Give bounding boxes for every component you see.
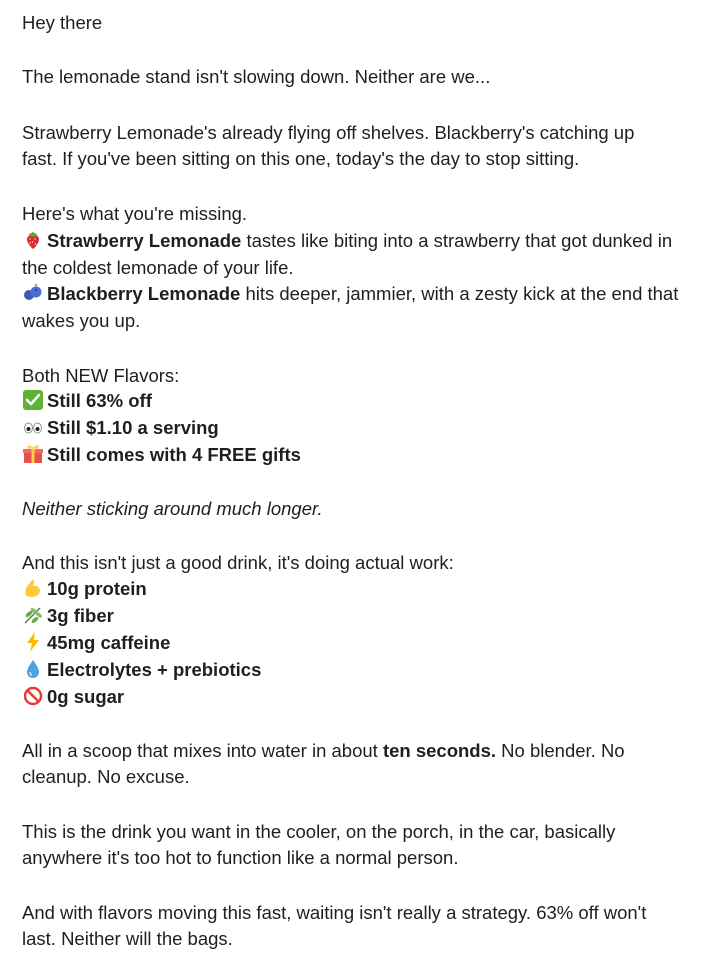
flavor-item-text: Still $1.10 a serving — [47, 417, 219, 438]
flavor-item-text: Still comes with 4 FREE gifts — [47, 444, 301, 465]
eyes-icon — [22, 417, 44, 437]
benefit-item-text: 10g protein — [47, 578, 147, 599]
blackberry-name: Blackberry Lemonade — [47, 283, 241, 304]
flavor-item — [22, 389, 152, 413]
mixing-text: All in a scoop that mixes into water in about — [22, 740, 383, 761]
herb-icon — [22, 605, 44, 625]
strawberry-desc: tastes like biting into a strawberry that got dunked in — [241, 230, 673, 251]
flavor-item — [22, 416, 219, 440]
blueberries-icon — [22, 283, 44, 303]
strawberry-icon — [22, 230, 44, 250]
closing-line: last. Neither will the bags. — [22, 928, 233, 949]
missing-heading: Here's what you're missing. — [22, 203, 248, 224]
benefit-item — [22, 685, 124, 709]
droplet-icon — [22, 659, 44, 679]
urgency-line: Neither sticking around much longer. — [22, 498, 323, 519]
mixing-text: No blender. No — [496, 740, 625, 761]
closing-line: And with flavors moving this fast, waiting isn't really a strategy. 63% off won't — [22, 902, 647, 923]
strawberry-name: Strawberry Lemonade — [47, 230, 242, 251]
cooler-line: This is the drink you want in the cooler, on the porch, in the car, basically — [22, 821, 616, 842]
gift-icon — [22, 444, 44, 464]
flavor-item-text: Still 63% off — [47, 390, 152, 411]
benefit-item — [22, 604, 114, 628]
intro-paragraph: The lemonade stand isn't slowing down. Neither are we... — [22, 66, 491, 87]
paragraph-line: Strawberry Lemonade's already flying off shelves. Blackberry's catching up — [22, 122, 635, 143]
mixing-line-cont: cleanup. No excuse. — [22, 766, 190, 787]
blackberry-desc-cont: wakes you up. — [22, 310, 141, 331]
benefit-item — [22, 577, 147, 601]
benefit-item-text: 3g fiber — [47, 605, 114, 626]
flavor-item — [22, 443, 301, 467]
benefit-item — [22, 658, 261, 682]
benefit-item-text: 0g sugar — [47, 686, 125, 707]
blackberry-line — [22, 282, 678, 306]
strawberry-desc-cont: the coldest lemonade of your life. — [22, 257, 294, 278]
cooler-line: anywhere it's too hot to function like a normal person. — [22, 847, 459, 868]
flexed-biceps-icon — [22, 578, 44, 598]
lightning-icon — [22, 632, 44, 652]
prohibited-icon — [22, 686, 44, 706]
flavors-heading: Both NEW Flavors: — [22, 365, 180, 386]
benefit-item-text: 45mg caffeine — [47, 632, 171, 653]
benefit-item-text: Electrolytes + prebiotics — [47, 659, 262, 680]
check-mark-button-icon — [22, 390, 44, 410]
benefit-item — [22, 631, 170, 655]
benefits-heading: And this isn't just a good drink, it's doing actual work: — [22, 552, 454, 573]
mixing-emphasis: ten seconds. — [382, 740, 497, 761]
paragraph-line: fast. If you've been sitting on this one, today's the day to stop sitting. — [22, 148, 580, 169]
greeting: Hey there — [22, 12, 103, 33]
mixing-line — [22, 739, 625, 763]
strawberry-line — [22, 229, 672, 253]
blackberry-desc: hits deeper, jammier, with a zesty kick at the end that — [240, 283, 679, 304]
